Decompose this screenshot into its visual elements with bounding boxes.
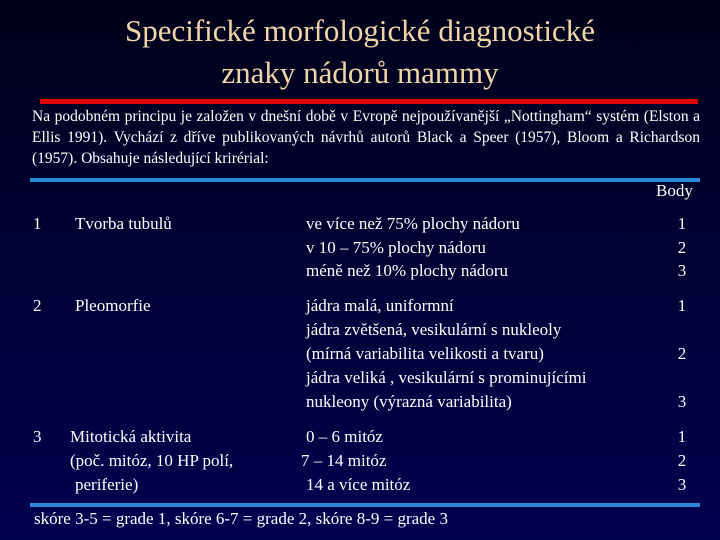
slide-title: [0, 10, 720, 94]
row-3-description: 14 a více mitóz: [306, 475, 411, 494]
title-divider: [40, 99, 698, 104]
row-2-description: jádra zvětšená, vesikulární s nukleoly: [306, 320, 562, 339]
row-1-criterion: Tvorba tubulů: [75, 214, 172, 233]
row-3-points: 1: [677, 427, 687, 446]
row-3-criterion: Mitotická aktivita: [70, 427, 192, 446]
row-3-criterion: (poč. mitóz, 10 HP polí,: [70, 451, 234, 470]
points-column-header: Body: [656, 181, 693, 200]
row-2-criterion: Pleomorfie: [75, 296, 151, 315]
row-1-description: méně než 10% plochy nádoru: [306, 261, 509, 280]
grade-summary: skóre 3-5 = grade 1, skóre 6-7 = grade 2, skóre 8-9 = grade 3: [34, 509, 448, 528]
row-3-points: 2: [677, 451, 687, 470]
intro-paragraph: Na podobném principu je založen v dnešní době v Evropě nejpoužívanější „Nottingham“ systém (Elston a Ellis 1991). Vychází z dříve publikovaných návrhů autorů Black a Speer (1957), Bloom a Richardson (1957). Obsahuje následující krirérial:: [32, 108, 700, 167]
row-2-points: 3: [677, 392, 687, 411]
row-3-criterion: periferie): [75, 475, 139, 494]
row-2-description: jádra veliká , vesikulární s prominujícími: [306, 368, 587, 387]
row-3-description: 0 – 6 mitóz: [306, 427, 383, 446]
row-1-points: 3: [677, 261, 687, 280]
row-3-description: 7 – 14 mitóz: [301, 451, 387, 470]
row-1-points: 2: [677, 237, 687, 257]
row-2-description: (mírná variabilita velikosti a tvaru): [306, 344, 544, 363]
table-top-divider: [30, 178, 700, 182]
row-2-number: 2: [33, 296, 42, 315]
row-1-description: ve více než 75% plochy nádoru: [306, 214, 520, 233]
row-2-points: 2: [677, 344, 687, 363]
row-1-points: 1: [677, 214, 687, 233]
row-2-points: 1: [677, 296, 687, 315]
row-2-description: jádra malá, uniformní: [306, 296, 454, 315]
title-line-2: znaky nádorů mammy: [221, 55, 499, 90]
row-1-number: 1: [33, 214, 42, 233]
row-3-points: 3: [677, 475, 687, 494]
title-line-1: Specifické morfologické diagnostické: [124, 13, 595, 48]
row-1-description: v 10 – 75% plochy nádoru: [306, 237, 486, 257]
row-3-number: 3: [33, 427, 42, 446]
row-2-description: nukleony (výrazná variabilita): [306, 392, 512, 411]
